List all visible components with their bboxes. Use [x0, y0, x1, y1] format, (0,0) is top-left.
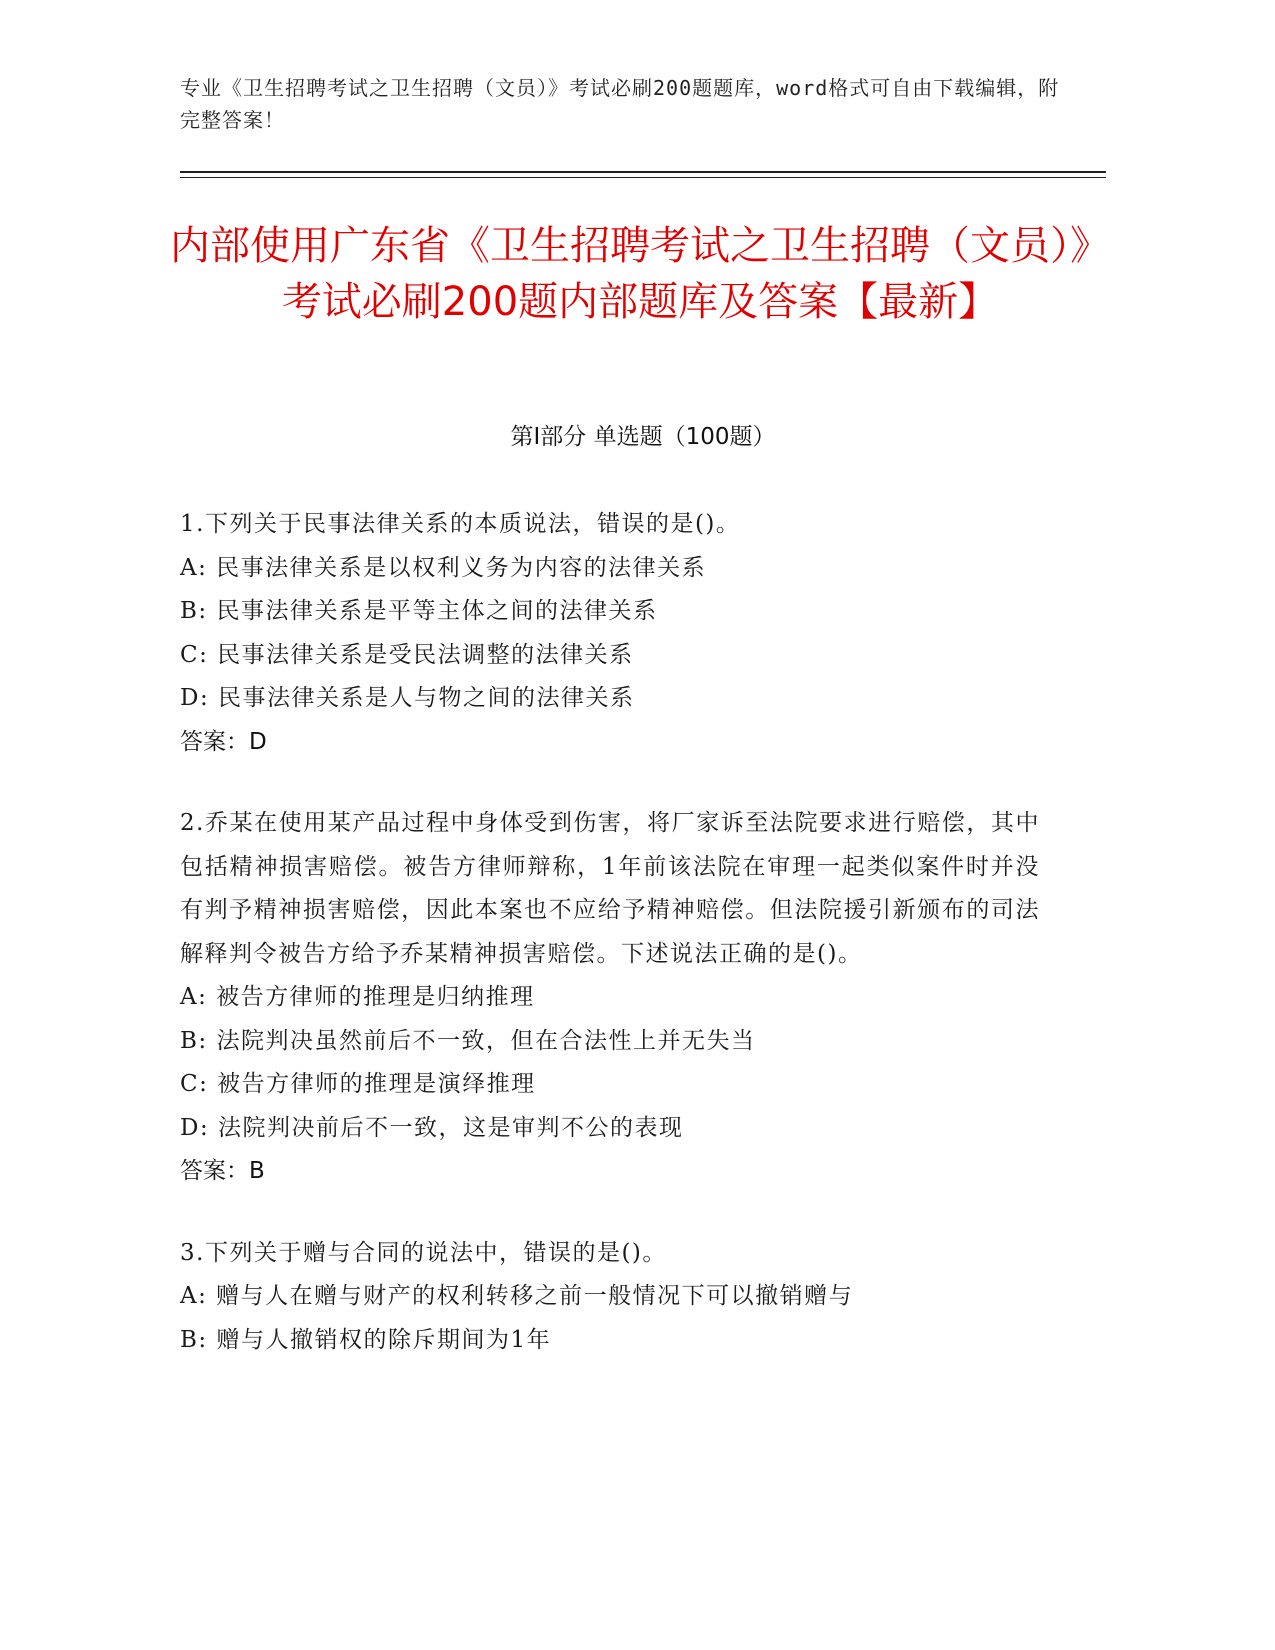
header-note: 专业《卫生招聘考试之卫生招聘（文员）》考试必刷200题题库，word格式可自由下载编辑，附完整答案！ [180, 76, 1060, 132]
option-c: C: 被告方律师的推理是演绎推理 [180, 1071, 536, 1097]
option-a: A: 被告方律师的推理是归纳推理 [180, 984, 535, 1010]
header-divider-thick [180, 171, 1106, 173]
section-heading: 第I部分 单选题（100题） [510, 424, 776, 450]
answer-line: 答案：B [180, 1158, 265, 1184]
option-a: A: 民事法律关系是以权利义务为内容的法律关系 [180, 554, 707, 581]
option-c: C: 民事法律关系是受民法调整的法律关系 [180, 641, 634, 668]
question-stem: 1.下列关于民事法律关系的本质说法，错误的是()。 [180, 511, 741, 537]
option-b: B: 法院判决虽然前后不一致，但在合法性上并无失当 [180, 1027, 756, 1054]
question-item [180, 1232, 1060, 1363]
question-stem: 2.乔某在使用某产品过程中身体受到伤害，将厂家诉至法院要求进行赔偿，其中包括精神损害赔偿。被告方律师辩称，1年前该法院在审理一起类似案件时并没有判予精神损害赔偿，因此本案也不应给予精神赔偿。但法院援引新颁布的司法解释判令被告方给予乔某精神损害赔偿。下述说法正确的是()。 [180, 810, 1040, 967]
document-title: 内部使用广东省《卫生招聘考试之卫生招聘（文员）》考试必刷200题内部题库及答案【最新】 [170, 223, 1110, 325]
question-list [180, 503, 1060, 1400]
question-item [180, 802, 1060, 1194]
option-a: A: 赠与人在赠与财产的权利转移之前一般情况下可以撤销赠与 [180, 1283, 854, 1309]
question-stem: 3.下列关于赠与合同的说法中，错误的是()。 [180, 1239, 667, 1266]
header-divider-thin [180, 177, 1106, 178]
answer-line: 答案：D [180, 728, 267, 755]
option-b: B: 赠与人撤销权的除斥期间为1年 [180, 1326, 552, 1353]
option-b: B: 民事法律关系是平等主体之间的法律关系 [180, 598, 658, 624]
option-d: D: 民事法律关系是人与物之间的法律关系 [180, 685, 635, 711]
question-item [180, 503, 1060, 764]
option-d: D: 法院判决前后不一致，这是审判不公的表现 [180, 1114, 684, 1141]
